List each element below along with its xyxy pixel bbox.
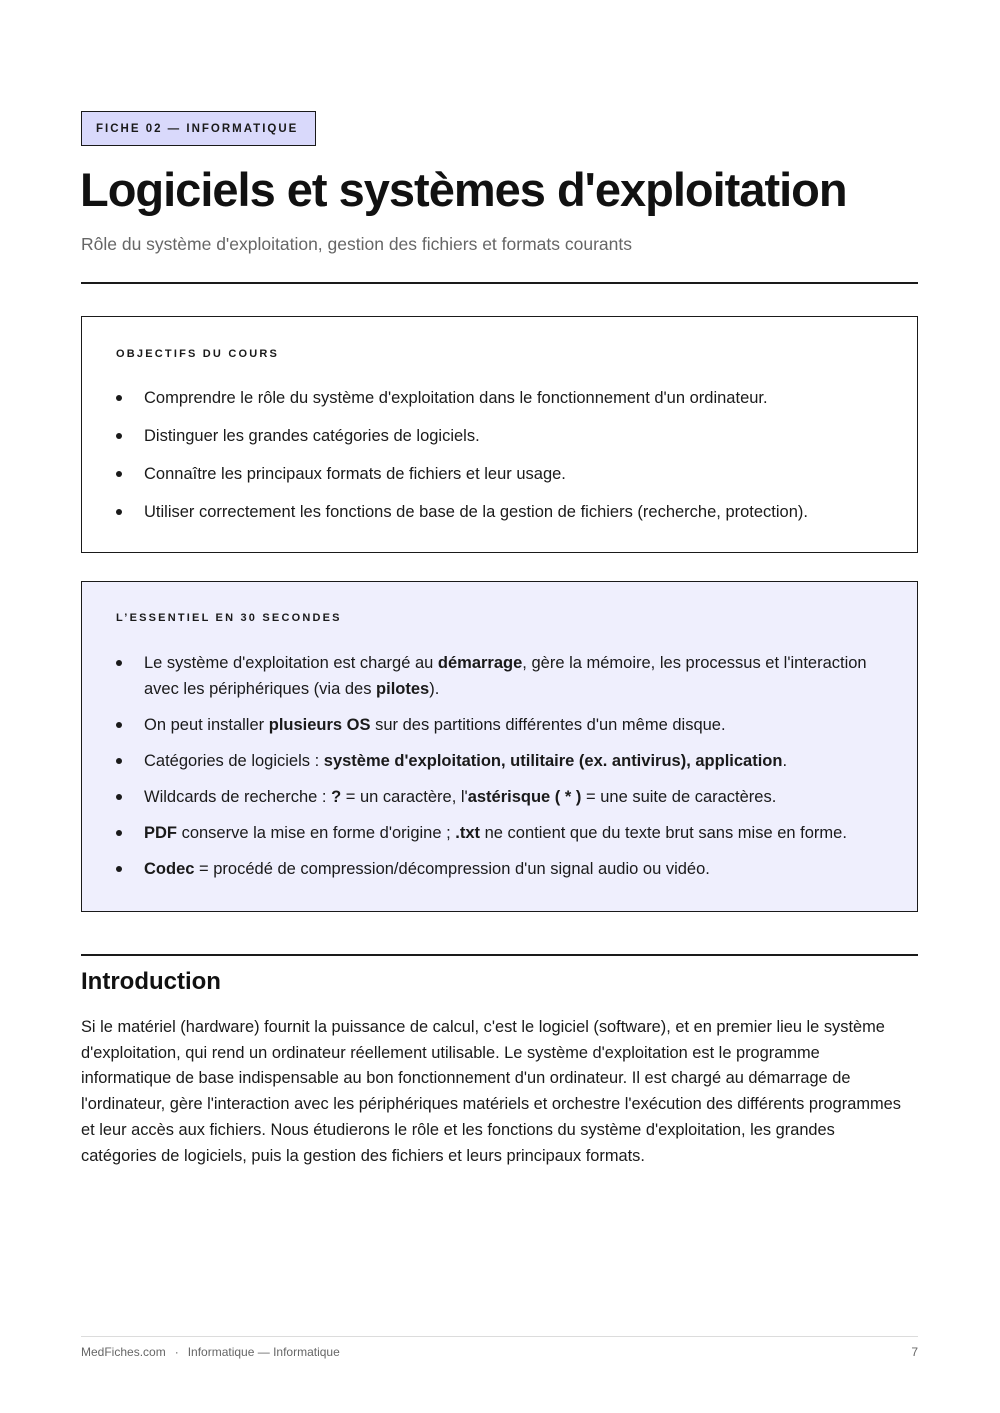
bullet-icon [116,794,122,800]
list-item: Comprendre le rôle du système d'exploitation dans le fonctionnement d'un ordinateur. [116,385,883,411]
bullet-icon [116,660,122,666]
list-item: On peut installer plusieurs OS sur des partitions différentes d'un même disque. [116,712,883,738]
list-item: Catégories de logiciels : système d'exploitation, utilitaire (ex. antivirus), application. [116,748,883,774]
bullet-icon [116,758,122,764]
essentials-list [116,650,883,892]
essentials-box [81,581,918,912]
bullet-icon [116,866,122,872]
bullet-icon [116,471,122,477]
list-item: Le système d'exploitation est chargé au démarrage, gère la mémoire, les processus et l'interaction avec les périphériques (via des pilotes). [116,650,883,702]
section-title-introduction: Introduction [81,968,221,995]
bullet-icon [116,722,122,728]
footer-divider [81,1336,918,1337]
footer-separator: · [174,1345,179,1359]
list-item: Distinguer les grandes catégories de logiciels. [116,423,883,449]
page-title: Logiciels et systèmes d'exploitation [80,163,847,216]
list-item: Wildcards de recherche : ? = un caractère, l'astérisque ( * ) = une suite de caractères. [116,784,883,810]
page-subtitle: Rôle du système d'exploitation, gestion des fichiers et formats courants [81,234,632,254]
objectives-box [81,316,918,553]
list-item: PDF conserve la mise en forme d'origine ; .txt ne contient que du texte brut sans mise en forme. [116,820,883,846]
introduction-paragraph: Si le matériel (hardware) fournit la puissance de calcul, c'est le logiciel (software), et en premier lieu le système d'exploitation, qui rend un ordinateur réellement utilisable. Le système d'exploitation est le programme informatique de base indispensable au bon fonctionnement d'un ordinateur. Il est chargé au démarrage de l'ordinateur, gère l'interaction avec les périphériques matériels et orchestre l'exécution des différents programmes et leur accès aux fichiers. Nous étudierons le rôle et les fonctions du système d'exploitation, les grandes catégories de logiciels, puis la gestion des fichiers et leurs principaux formats. [81,1018,901,1165]
footer-site: MedFiches.com [81,1345,166,1359]
list-item: Connaître les principaux formats de fichiers et leur usage. [116,461,883,487]
bullet-icon [116,395,122,401]
sheet-tag: FICHE 02 — INFORMATIQUE [81,111,316,146]
page-footer [81,1345,918,1359]
footer-left [81,1345,340,1359]
objectives-heading: OBJECTIFS DU COURS [116,348,280,360]
bullet-icon [116,433,122,439]
essentials-heading: L’ESSENTIEL EN 30 SECONDES [116,612,342,624]
bullet-icon [116,830,122,836]
objectives-list [116,385,883,537]
list-item: Codec = procédé de compression/décompression d'un signal audio ou vidéo. [116,856,883,882]
page-number: 7 [911,1345,918,1359]
footer-section: Informatique — Informatique [187,1345,340,1359]
title-divider [81,282,918,284]
bullet-icon [116,509,122,515]
list-item: Utiliser correctement les fonctions de base de la gestion de fichiers (recherche, protection). [116,499,883,525]
section-divider [81,954,918,956]
